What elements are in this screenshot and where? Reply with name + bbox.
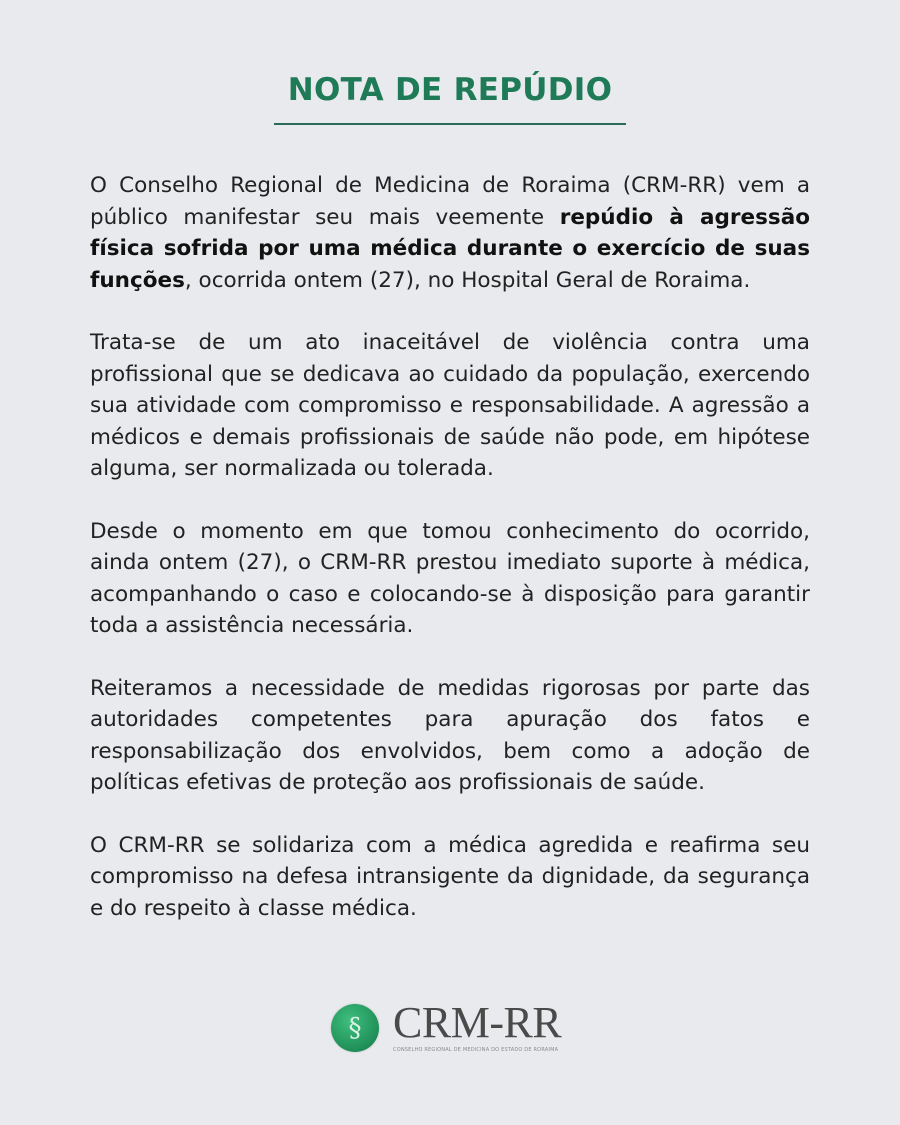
caduceus-icon: § <box>331 1004 379 1052</box>
logo-name: CRM-RR <box>393 998 562 1047</box>
title-divider <box>274 123 626 125</box>
crm-rr-logo <box>331 998 562 1053</box>
paragraph-1-emphasis: repúdio à agressão física sofrida por uma médica durante o exercício de suas funções <box>90 204 810 293</box>
page-title: NOTA DE REPÚDIO <box>287 72 613 108</box>
paragraph-5: O CRM-RR se solidariza com a médica agredida e reafirma seu compromisso na defesa intransigente da dignidade, da segurança e do respeito à classe médica. <box>90 832 810 921</box>
paragraph-2: Trata-se de um ato inaceitável de violência contra uma profissional que se dedicava ao cuidado da população, exercendo sua atividade com compromisso e responsabilidade. A agressão a médicos e demais profissionais de saúde não pode, em hipótese alguma, ser normalizada ou tolerada. <box>90 330 810 481</box>
paragraph-1-intro: O Conselho Regional de Medicina de Roraima (CRM-RR) vem a público manifestar seu mais veemente <box>90 173 810 230</box>
statement-body <box>90 170 810 955</box>
paragraph-1-end: , ocorrida ontem (27), no Hospital Geral de Roraima. <box>184 267 751 293</box>
logo-subtitle: CONSELHO REGIONAL DE MEDICINA DO ESTADO DE RORAIMA <box>393 1047 559 1053</box>
paragraph-3: Desde o momento em que tomou conhecimento do ocorrido, ainda ontem (27), o CRM-RR prestou imediato suporte à médica, acompanhando o caso e colocando-se à disposição para garantir toda a assistência necessária. <box>90 518 810 638</box>
paragraph-4: Reiteramos a necessidade de medidas rigorosas por parte das autoridades competentes para apuração dos fatos e responsabilização dos envolvidos, bem como a adoção de políticas efetivas de proteção aos profissionais de saúde. <box>90 675 810 795</box>
paragraph-1 <box>90 170 810 296</box>
